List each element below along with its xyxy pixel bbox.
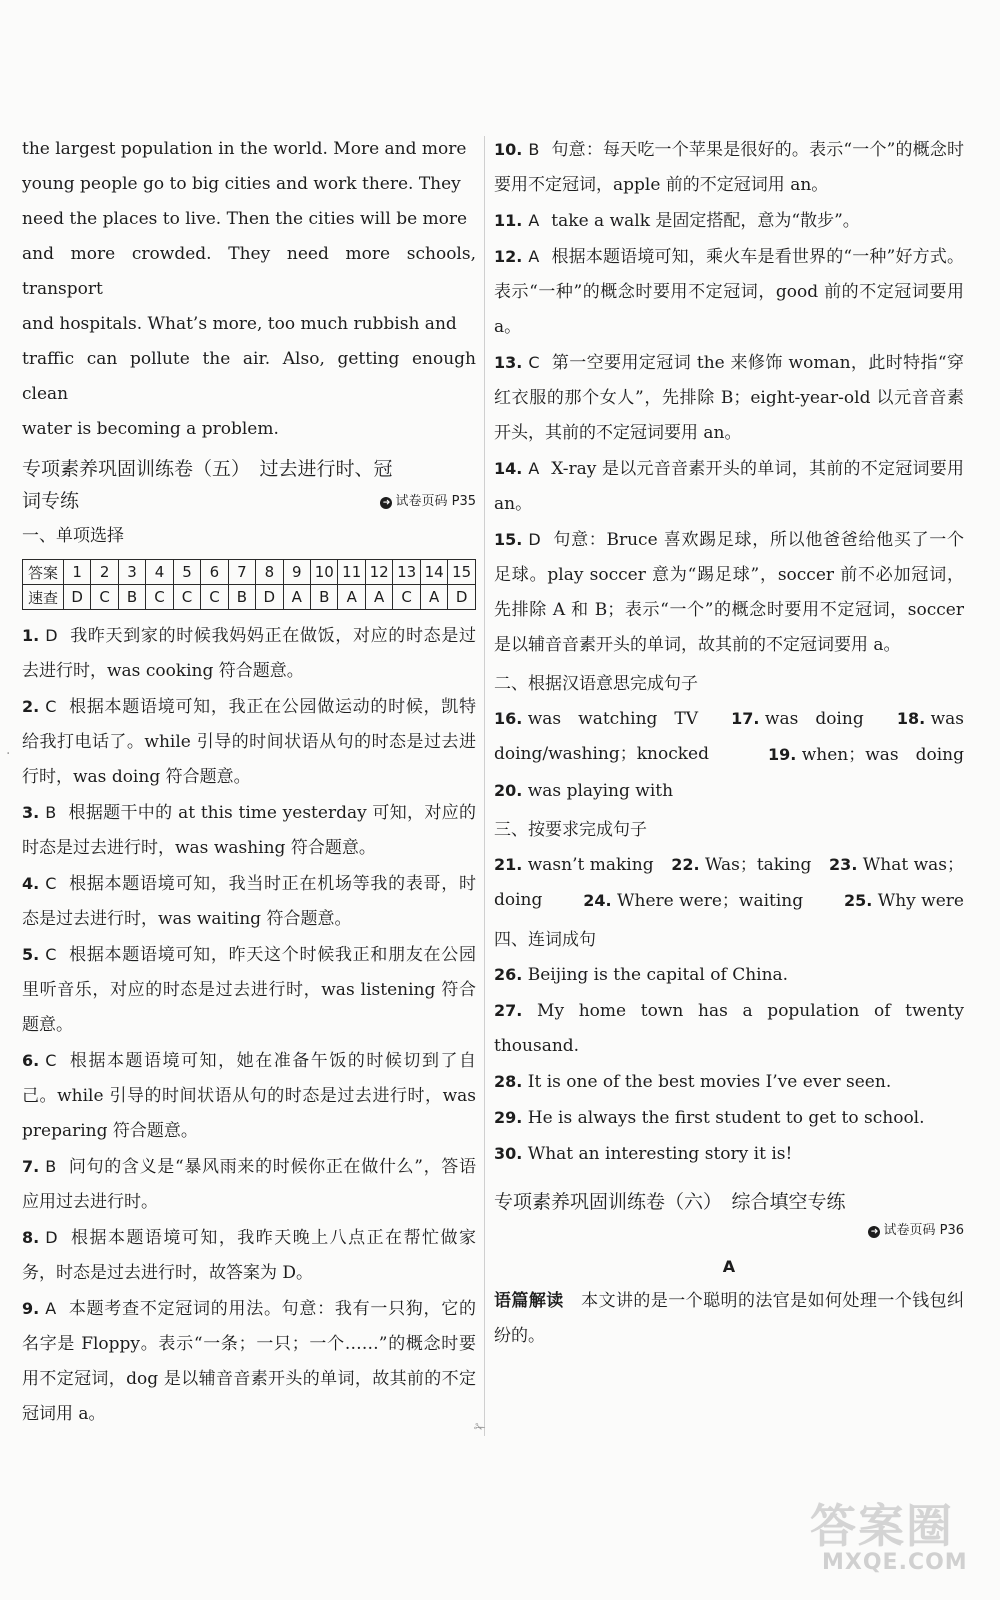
- item-number: 30.: [494, 1144, 523, 1163]
- answer-line: [494, 737, 964, 773]
- answer-item: [494, 239, 964, 345]
- answer-item: [494, 345, 964, 451]
- answer-segment: [494, 773, 673, 809]
- item-number: 7.: [22, 1157, 40, 1176]
- part2-answers: [494, 701, 964, 809]
- answer-item: [494, 451, 964, 522]
- answer-table-answer: A: [365, 585, 392, 610]
- answer-table-answer: D: [448, 585, 476, 610]
- answer-item: [494, 522, 964, 663]
- answer-table-answer: C: [393, 585, 420, 610]
- answer-item: [22, 1149, 476, 1220]
- item-sentence: What an interesting story it is!: [527, 1144, 793, 1164]
- answer-item: [22, 1220, 476, 1291]
- answer-table-answer: C: [201, 585, 228, 610]
- answer-table-row2-label: 速查: [23, 585, 64, 610]
- answer-table-answer: C: [146, 585, 173, 610]
- item-number: 25.: [844, 891, 873, 910]
- section-title-5-line1: 专项素养巩固训练卷（五） 过去进行时、冠: [22, 458, 393, 480]
- answer-table-row1-label: 答案: [23, 560, 64, 585]
- left-answer-list: [22, 618, 476, 1432]
- answer-segment: [829, 847, 964, 883]
- answer-table-answer: A: [338, 585, 365, 610]
- answer-segment: [731, 701, 864, 737]
- item-number: 8.: [22, 1228, 40, 1247]
- left-column: [22, 132, 476, 1432]
- answer-table-answer: D: [256, 585, 283, 610]
- item-number: 4.: [22, 874, 40, 893]
- arrow-right-icon: ➜: [380, 497, 392, 509]
- answer-table-answer: B: [311, 585, 338, 610]
- item-number: 6.: [22, 1051, 40, 1070]
- part3-answers: [494, 847, 964, 919]
- sentence-item: [494, 957, 964, 993]
- answer-segment: [494, 701, 698, 737]
- intro-line: need the places to live. Then the cities will be more: [22, 209, 468, 229]
- answer-item: [22, 689, 476, 795]
- item-choice: C: [528, 353, 540, 372]
- item-number: 2.: [22, 697, 40, 716]
- answer-table-answer: B: [118, 585, 145, 610]
- answer-table: [22, 559, 476, 610]
- item-explanation: 句意：Bruce 喜欢踢足球，所以他爸爸给他买了一个足球。play soccer 意为“踢足球”，soccer 前不必加冠词，先排除 A 和 B；表示“一个”的概念时要用不定冠词，soccer 是以辅音音素开头的单词，故其前的不定冠词要用 a。: [494, 530, 964, 655]
- answer-segment: [494, 737, 709, 773]
- item-number: 9.: [22, 1299, 40, 1318]
- item-number: 23.: [829, 855, 858, 874]
- answer-table-number: 3: [118, 560, 145, 585]
- item-number: 26.: [494, 965, 523, 984]
- section-title-6: 专项素养巩固训练卷（六） 综合填空专练: [494, 1191, 846, 1213]
- item-explanation: 句意：每天吃一个苹果是很好的。表示“一个”的概念时要用不定冠词，apple 前的不定冠词用 an。: [494, 140, 964, 195]
- item-explanation: 问句的含义是“暴风雨来的时候你正在做什么”，答语应用过去进行时。: [22, 1157, 476, 1212]
- column-divider: [484, 136, 485, 1436]
- item-explanation: 根据本题语境可知，昨天这个时候我正和朋友在公园里听音乐，对应的时态是过去进行时，was listening 符合题意。: [22, 945, 476, 1035]
- answer-line: [494, 701, 964, 737]
- item-number: 22.: [671, 855, 700, 874]
- item-sentence: Beijing is the capital of China.: [527, 965, 789, 985]
- item-answer: doing: [494, 890, 543, 910]
- answer-table-number: 1: [63, 560, 90, 585]
- item-explanation: 根据本题语境可知，我当时正在机场等我的表哥，时态是过去进行时，was waiting 符合题意。: [22, 874, 476, 929]
- answer-table-number: 2: [91, 560, 118, 585]
- answer-item: [22, 937, 476, 1043]
- right-column: [494, 132, 964, 1354]
- item-explanation: 第一空要用定冠词 the 来修饰 woman，此时特指“穿红衣服的那个女人”，先排除 B；eight-year-old 以元音音素开头，其前的不定冠词要用 an。: [494, 353, 964, 443]
- answer-item: [22, 1291, 476, 1432]
- answer-table-number: 8: [256, 560, 283, 585]
- item-choice: B: [528, 140, 540, 159]
- item-answer: was watching TV: [527, 709, 699, 729]
- item-answer: Where were；waiting: [617, 891, 804, 911]
- answer-table-number: 10: [311, 560, 338, 585]
- item-choice: D: [528, 530, 541, 549]
- answer-item: [22, 1043, 476, 1149]
- item-explanation: 根据本题语境可知，她在准备午饭的时候切到了自己。while 引导的时间状语从句的时态是过去进行时，was preparing 符合题意。: [22, 1051, 476, 1141]
- page-reference-p35: ➜ 试卷页码 P35: [22, 489, 476, 515]
- item-explanation: 根据本题语境可知，乘火车是看世界的“一种”好方式。表示“一种”的概念时要用不定冠词，good 前的不定冠词要用 a。: [494, 247, 964, 337]
- part4-heading: 四、连词成句: [494, 930, 596, 950]
- intro-line: the largest population in the world. More and more: [22, 139, 467, 159]
- answer-segment: [671, 847, 811, 883]
- item-number: 3.: [22, 803, 40, 822]
- item-choice: D: [45, 626, 58, 645]
- fold-mark: ✁: [474, 1420, 486, 1436]
- item-number: 29.: [494, 1108, 523, 1127]
- answer-segment: [844, 883, 964, 919]
- part3-heading: 三、按要求完成句子: [494, 820, 647, 840]
- item-number: 15.: [494, 530, 523, 549]
- item-choice: C: [45, 697, 57, 716]
- watermark-logo: [810, 1490, 980, 1590]
- answer-table-number: 11: [338, 560, 365, 585]
- answer-segment: [897, 701, 964, 737]
- answer-table-number: 4: [146, 560, 173, 585]
- item-answer: What was；: [862, 855, 964, 875]
- item-choice: B: [45, 803, 57, 822]
- sentence-item: [494, 1100, 964, 1136]
- reading-lead: 语篇解读: [494, 1291, 564, 1311]
- item-explanation: 根据题干中的 at this time yesterday 可知，对应的时态是过去进行时，was washing 符合题意。: [22, 803, 476, 858]
- answer-table-number: 6: [201, 560, 228, 585]
- answer-item: [22, 618, 476, 689]
- answer-table-answer: C: [173, 585, 200, 610]
- item-answer: was: [930, 709, 964, 729]
- item-explanation: take a walk 是固定搭配，意为“散步”。: [551, 211, 860, 231]
- passage-label: A: [722, 1257, 736, 1276]
- section-title-5-line2: 词专练: [22, 490, 80, 512]
- answer-table-number: 12: [365, 560, 392, 585]
- answer-table-number: 14: [420, 560, 447, 585]
- item-number: 17.: [731, 709, 760, 728]
- reading-summary: [494, 1284, 964, 1354]
- answer-table-answer: C: [91, 585, 118, 610]
- item-sentence: He is always the first student to get to school.: [527, 1108, 925, 1128]
- item-number: 1.: [22, 626, 40, 645]
- answer-line: [494, 773, 964, 809]
- item-sentence: It is one of the best movies I’ve ever seen.: [527, 1072, 892, 1092]
- item-answer: Was；taking: [704, 855, 812, 875]
- intro-paragraph: [22, 132, 476, 447]
- item-choice: B: [45, 1157, 57, 1176]
- item-number: 21.: [494, 855, 523, 874]
- item-number: 12.: [494, 247, 523, 266]
- item-number: 24.: [583, 891, 612, 910]
- part4-answers: [494, 957, 964, 1172]
- answer-table-number: 5: [173, 560, 200, 585]
- item-number: 19.: [767, 745, 797, 764]
- answer-item: [22, 795, 476, 866]
- answer-item: [494, 132, 964, 203]
- item-choice: C: [45, 945, 57, 964]
- page-reference-p36: ➜ 试卷页码 P36: [494, 1218, 964, 1244]
- answer-table-number: 9: [283, 560, 310, 585]
- item-explanation: 我昨天到家的时候我妈妈正在做饭，对应的时态是过去进行时，was cooking 符合题意。: [22, 626, 476, 681]
- answer-segment: [768, 737, 964, 773]
- item-answer: when；was doing: [801, 745, 964, 765]
- item-number: 28.: [494, 1072, 523, 1091]
- answer-table-number: 13: [393, 560, 420, 585]
- intro-line: and hospitals. What’s more, too much rubbish and: [22, 314, 457, 334]
- margin-mark: ·: [6, 746, 11, 762]
- reading-text: 本文讲的是一个聪明的法官是如何处理一个钱包纠纷的。: [494, 1291, 965, 1346]
- intro-line: and more crowded. They need more schools, transport: [22, 244, 476, 299]
- item-choice: A: [528, 211, 540, 230]
- answer-item: [494, 203, 964, 239]
- item-choice: A: [528, 247, 540, 266]
- answer-segment: [494, 883, 542, 919]
- answer-line: [494, 847, 964, 883]
- watermark-text: 答案圈: [810, 1499, 954, 1553]
- part1-heading: 一、单项选择: [22, 526, 124, 546]
- answer-table-number: 7: [228, 560, 255, 585]
- item-explanation: 根据本题语境可知，我昨天晚上八点正在帮忙做家务，时态是过去进行时，故答案为 D。: [22, 1228, 476, 1283]
- answer-table-answer: A: [283, 585, 310, 610]
- item-answer: Why were: [877, 891, 964, 911]
- item-answer: wasn’t making: [527, 855, 654, 875]
- item-answer: doing/washing；knocked: [494, 744, 709, 764]
- answer-table-number-row: [23, 560, 476, 585]
- answer-table-answer: A: [420, 585, 447, 610]
- answer-item: [22, 866, 476, 937]
- item-number: 20.: [494, 781, 523, 800]
- item-number: 27.: [494, 1001, 523, 1020]
- sentence-item: [494, 1064, 964, 1100]
- item-number: 11.: [494, 211, 523, 230]
- item-choice: D: [45, 1228, 58, 1247]
- answer-segment: [494, 847, 654, 883]
- part2-heading: 二、根据汉语意思完成句子: [494, 674, 698, 694]
- item-explanation: X-ray 是以元音音素开头的单词，其前的不定冠词要用 an。: [494, 459, 964, 514]
- item-number: 18.: [896, 709, 926, 728]
- answer-segment: [583, 883, 803, 919]
- right-answer-list: [494, 132, 964, 663]
- item-number: 10.: [494, 140, 523, 159]
- item-choice: A: [528, 459, 540, 478]
- item-answer: was playing with: [527, 781, 674, 801]
- answer-line: [494, 883, 964, 919]
- answer-table-number: 15: [448, 560, 476, 585]
- item-choice: A: [45, 1299, 57, 1318]
- item-answer: was doing: [764, 709, 864, 729]
- item-choice: C: [45, 1051, 57, 1070]
- intro-line: water is becoming a problem.: [22, 419, 279, 439]
- item-explanation: 本题考查不定冠词的用法。句意：我有一只狗，它的名字是 Floppy。表示“一条；一只；一个……”的概念时要用不定冠词，dog 是以辅音音素开头的单词，故其前的不定冠词用 a。: [22, 1299, 476, 1424]
- watermark-url: MXQE.COM: [822, 1550, 968, 1575]
- intro-line: traffic can pollute the air. Also, getting enough clean: [22, 349, 476, 404]
- item-choice: C: [45, 874, 57, 893]
- item-number: 14.: [494, 459, 523, 478]
- answer-table-answer: B: [228, 585, 255, 610]
- sentence-item: [494, 1136, 964, 1172]
- arrow-right-icon: ➜: [868, 1226, 880, 1238]
- item-explanation: 根据本题语境可知，我正在公园做运动的时候，凯特给我打电话了。while 引导的时间状语从句的时态是过去进行时，was doing 符合题意。: [22, 697, 476, 787]
- answer-table-answer-row: [23, 585, 476, 610]
- item-number: 16.: [494, 709, 523, 728]
- answer-table-answer: D: [63, 585, 90, 610]
- intro-line: young people go to big cities and work there. They: [22, 174, 461, 194]
- sentence-item: [494, 993, 964, 1064]
- item-number: 5.: [22, 945, 40, 964]
- item-sentence: My home town has a population of twenty thousand.: [494, 1001, 964, 1056]
- item-number: 13.: [494, 353, 523, 372]
